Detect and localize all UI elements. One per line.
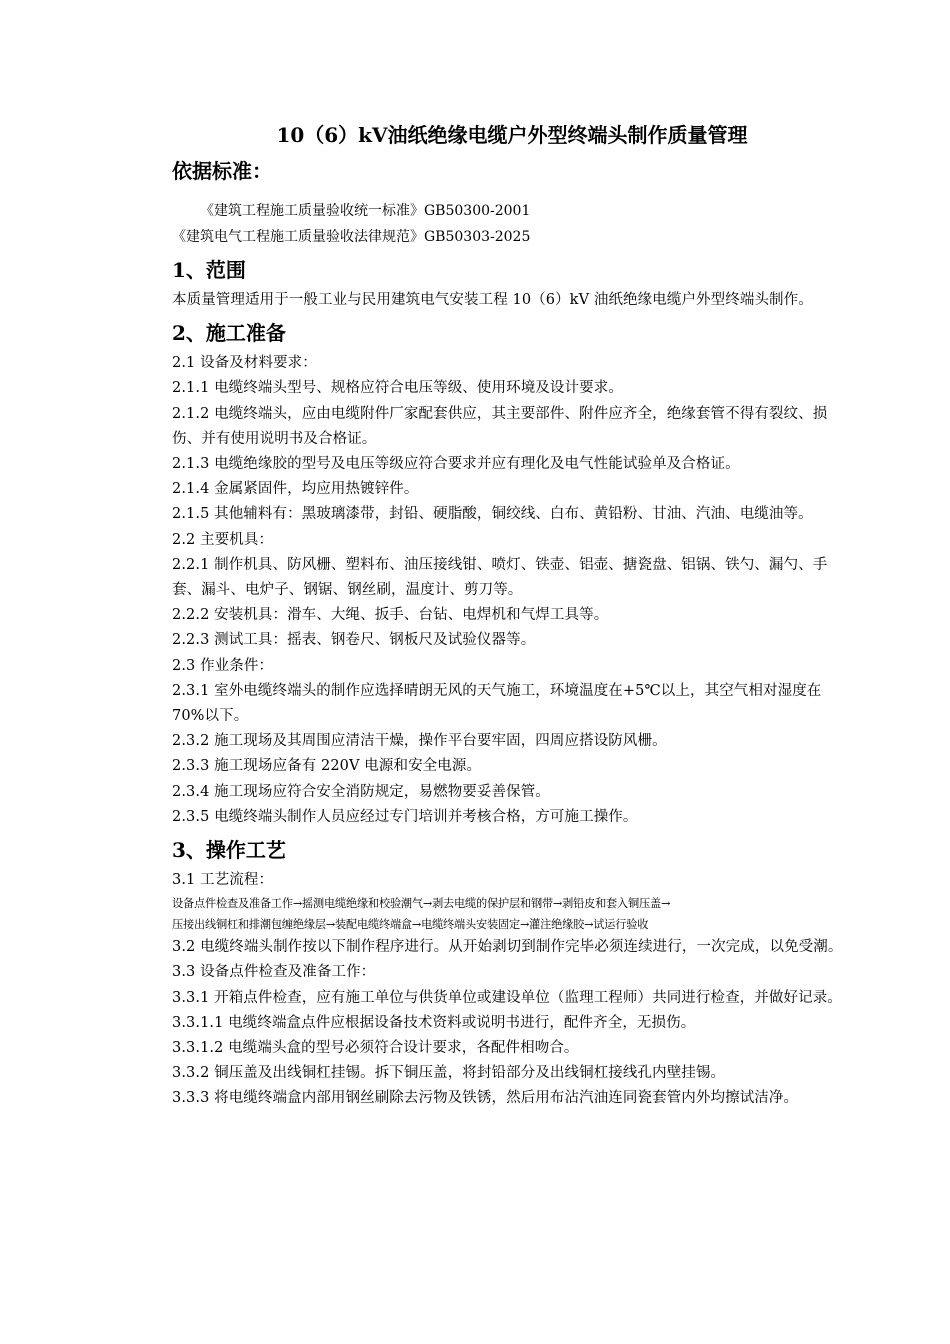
paragraph: 3.3.2 铜压盖及出线铜杠挂锡。拆下铜压盖，将封铅部分及出线铜杠接线孔内壁挂锡。: [172, 1065, 726, 1082]
paragraph: 2.1.2 电缆终端头，应由电缆附件厂家配套供应，其主要部件、附件应齐全，绝缘套管不得有裂纹、损伤、并有使用说明书及合格证。: [172, 405, 828, 447]
paragraph: 3.2 电缆终端头制作按以下制作程序进行。从开始剥切到制作完毕必须连续进行，一次完成，以免受潮。: [172, 939, 843, 956]
paragraph: 2.3.4 施工现场应符合安全消防规定，易燃物要妥善保管。: [172, 783, 550, 800]
standard-item: 《建筑工程施工质量验收统一标准》GB50300-2001: [200, 203, 531, 219]
paragraph: 2.1.1 电缆终端头型号、规格应符合电压等级、使用环境及设计要求。: [172, 380, 623, 397]
process-flow-line: 压接出线铜杠和排潮包缠绝缘层→装配电缆终端盒→电缆终端头安装固定→灌注绝缘胶→试运行验收: [172, 918, 649, 932]
paragraph: 3.3.1.1 电缆终端盒点件应根据设备技术资料或说明书进行，配件齐全，无损伤。: [172, 1014, 696, 1031]
standard-item: 《建筑电气工程施工质量验收法律规范》GB50303-2025: [172, 229, 531, 245]
section-heading-scope: 1、范围: [172, 258, 246, 282]
paragraph: 2.1.4 金属紧固件，均应用热镀锌件。: [172, 481, 419, 498]
paragraph: 2.3 作业条件：: [172, 657, 274, 674]
process-flow-line: 设备点件检查及准备工作→摇测电缆绝缘和校验潮气→剥去电缆的保护层和钢带→剥铅皮和套入铜压盖→: [172, 897, 671, 911]
paragraph: 3.3.3 将电缆终端盒内部用钢丝刷除去污物及铁锈，然后用布沾汽油连同瓷套管内外均擦试洁净。: [172, 1090, 799, 1107]
paragraph: 3.3 设备点件检查及准备工作：: [172, 964, 376, 981]
paragraph: 2.2.1 制作机具、防风栅、塑料布、油压接线钳、喷灯、铁壶、铝壶、搪瓷盘、铝锅、铁勺、漏勺、手套、漏斗、电炉子、钢锯、钢丝刷，温度计、剪刀等。: [172, 556, 828, 599]
document-page: [172, 118, 852, 1112]
paragraph: 2.1 设备及材料要求：: [172, 355, 317, 372]
paragraph: 3.1 工艺流程：: [172, 872, 274, 889]
paragraph: 3.3.1.2 电缆端头盒的型号必须符合设计要求，各配件相吻合。: [172, 1040, 579, 1057]
document-title: 10（6）kV油纸绝缘电缆户外型终端头制作质量管理: [276, 123, 748, 147]
basis-heading: 依据标准：: [172, 159, 272, 183]
paragraph: 本质量管理适用于一般工业与民用建筑电气安装工程 10（6）kV 油纸绝缘电缆户外型终端头制作。: [172, 292, 813, 308]
paragraph: 2.3.1 室外电缆终端头的制作应选择晴朗无风的天气施工，环境温度在+5℃以上，其空气相对湿度在 70%以下。: [172, 682, 822, 725]
paragraph: 2.1.3 电缆绝缘胶的型号及电压等级应符合要求并应有理化及电气性能试验单及合格证。: [172, 456, 740, 473]
paragraph: 3.3.1 开箱点件检查，应有施工单位与供货单位或建设单位（监理工程师）共同进行检查，并做好记录。: [172, 989, 842, 1006]
paragraph: 2.3.5 电缆终端头制作人员应经过专门培训并考核合格，方可施工操作。: [172, 808, 638, 825]
paragraph: 2.2.2 安装机具：滑车、大绳、扳手、台钻、电焊机和气焊工具等。: [172, 607, 609, 624]
paragraph: 2.2.3 测试工具：摇表、钢卷尺、钢板尺及试验仪器等。: [172, 632, 536, 649]
paragraph: 2.3.2 施工现场及其周围应清洁干燥，操作平台要牢固，四周应搭设防风栅。: [172, 733, 667, 750]
paragraph: 2.2 主要机具：: [172, 531, 274, 548]
paragraph: 2.3.3 施工现场应备有 220V 电源和安全电源。: [172, 758, 482, 775]
section-heading-process: 3、操作工艺: [172, 838, 286, 863]
section-heading-preparation: 2、施工准备: [172, 321, 286, 346]
paragraph: 2.1.5 其他辅料有：黑玻璃漆带，封铅、硬脂酸，铜绞线、白布、黄铅粉、甘油、汽油、电缆油等。: [172, 506, 813, 523]
